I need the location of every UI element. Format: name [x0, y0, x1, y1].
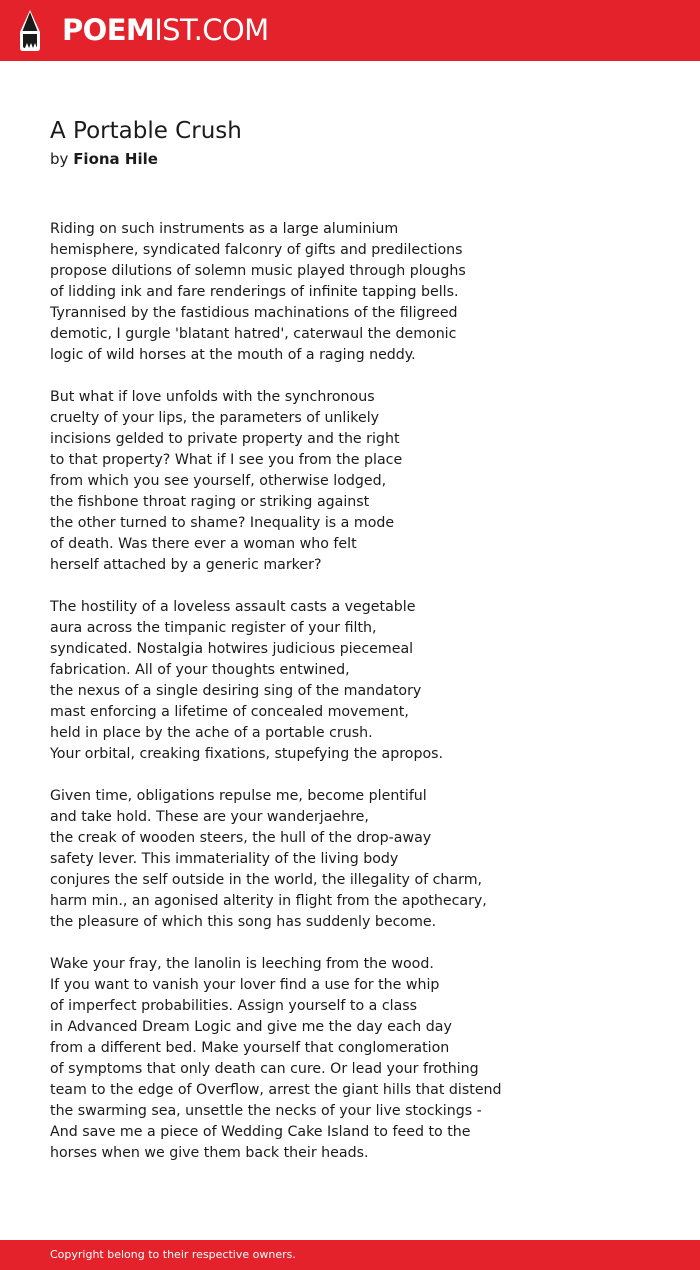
poem-line: the creak of wooden steers, the hull of the drop-away [50, 830, 432, 846]
site-logo[interactable] [62, 12, 269, 48]
poem-line: Given time, obligations repulse me, become plentiful [50, 788, 427, 804]
poem-line: hemisphere, syndicated falconry of gifts and predilections [50, 242, 463, 258]
logo-light-text: IST.COM [154, 13, 269, 47]
poem-line: The hostility of a loveless assault casts a vegetable [50, 599, 416, 615]
poem-line: And save me a piece of Wedding Cake Island to feed to the [50, 1124, 471, 1140]
poem-line: Your orbital, creaking fixations, stupefying the apropos. [50, 746, 444, 762]
poem-line: the fishbone throat raging or striking against [50, 494, 370, 510]
poem-line: the nexus of a single desiring sing of the mandatory [50, 683, 422, 699]
poem-line: demotic, I gurgle 'blatant hatred', caterwaul the demonic [50, 326, 457, 342]
poem-line: the swarming sea, unsettle the necks of your live stockings - [50, 1103, 482, 1119]
poem-stanza [50, 597, 670, 765]
poem-title: A Portable Crush [50, 118, 242, 144]
site-header [0, 0, 700, 61]
poem-line: But what if love unfolds with the synchronous [50, 389, 375, 405]
poem-line: Riding on such instruments as a large aluminium [50, 221, 399, 237]
site-footer [0, 1240, 700, 1270]
poem-stanza [50, 954, 670, 1164]
poem-line: fabrication. All of your thoughts entwined, [50, 662, 350, 678]
poem-line: held in place by the ache of a portable crush. [50, 725, 373, 741]
poem-line: the pleasure of which this song has suddenly become. [50, 914, 437, 930]
poem-line: Tyrannised by the fastidious machinations of the filigreed [50, 305, 458, 321]
by-label: by [50, 150, 69, 168]
poem-stanza [50, 219, 670, 366]
poem-line: incisions gelded to private property and the right [50, 431, 400, 447]
poem-byline [50, 148, 158, 170]
logo-bold-text: POEM [62, 13, 155, 47]
poem-line: from a different bed. Make yourself that conglomeration [50, 1040, 450, 1056]
poem-line: from which you see yourself, otherwise lodged, [50, 473, 387, 489]
poem-line: of death. Was there ever a woman who felt [50, 536, 357, 552]
poem-line: to that property? What if I see you from the place [50, 452, 403, 468]
copyright-text: Copyright belong to their respective owners. [50, 1248, 296, 1261]
poem-line: the other turned to shame? Inequality is a mode [50, 515, 395, 531]
poem-line: mast enforcing a lifetime of concealed movement, [50, 704, 409, 720]
poem-line: syndicated. Nostalgia hotwires judicious piecemeal [50, 641, 414, 657]
poem-line: of symptoms that only death can cure. Or lead your frothing [50, 1061, 479, 1077]
poem-line: harm min., an agonised alterity in flight from the apothecary, [50, 893, 487, 909]
poem-body [50, 219, 670, 1185]
poem-line: of imperfect probabilities. Assign yourself to a class [50, 998, 418, 1014]
poem-line: in Advanced Dream Logic and give me the day each day [50, 1019, 452, 1035]
poem-line: horses when we give them back their heads. [50, 1145, 369, 1161]
poem-line: team to the edge of Overflow, arrest the giant hills that distend [50, 1082, 502, 1098]
poem-line: logic of wild horses at the mouth of a raging neddy. [50, 347, 416, 363]
poem-line: safety lever. This immateriality of the living body [50, 851, 399, 867]
poem-author: Fiona Hile [73, 150, 158, 168]
poem-line: herself attached by a generic marker? [50, 557, 322, 573]
pencil-tip-icon[interactable] [18, 10, 42, 51]
poem-stanza [50, 786, 670, 933]
poem-line: aura across the timpanic register of your filth, [50, 620, 377, 636]
poem-line: conjures the self outside in the world, the illegality of charm, [50, 872, 483, 888]
poem-line: If you want to vanish your lover find a use for the whip [50, 977, 440, 993]
poem-line: Wake your fray, the lanolin is leeching from the wood. [50, 956, 434, 972]
poem-line: propose dilutions of solemn music played through ploughs [50, 263, 466, 279]
poem-stanza [50, 387, 670, 576]
poem-line: cruelty of your lips, the parameters of unlikely [50, 410, 380, 426]
poem-line: of lidding ink and fare renderings of infinite tapping bells. [50, 284, 459, 300]
poem-line: and take hold. These are your wanderjaehre, [50, 809, 369, 825]
